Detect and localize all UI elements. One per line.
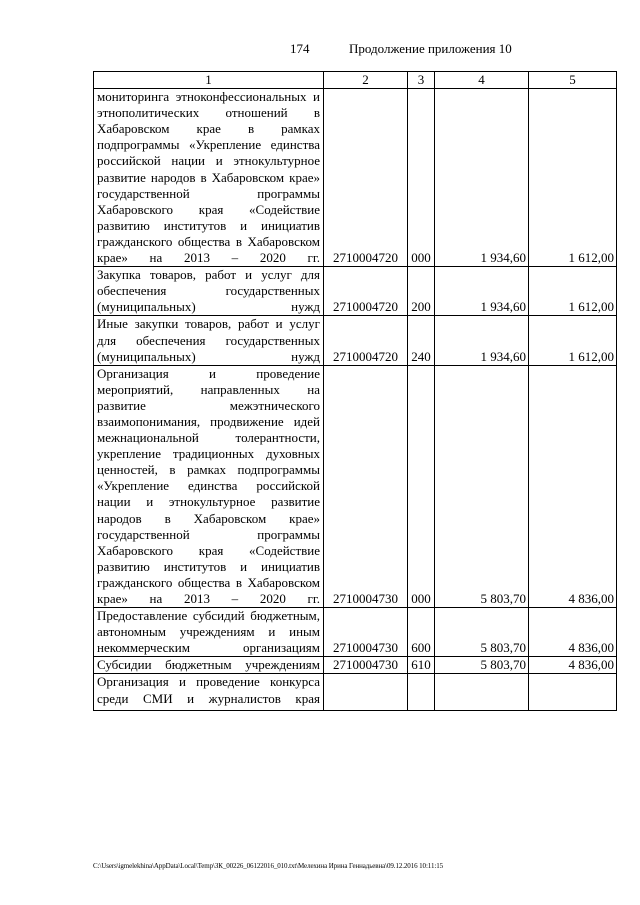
row-description: мониторинга этноконфессиональных и этнополитических отношений в Хабаровском крае в рамках подпрограммы «Укрепление единства российской нации и этнокультурное развитие народов в Хабаровском крае» государственной программы Хабаровского края «Содействие развитию институтов и инициатив гражданского общества в Хабаровском крае» на 2013 – 2020 гг. [94, 89, 324, 267]
amount-col4: 1 934,60 [435, 316, 529, 365]
row-description: Иные закупки товаров, работ и услуг для обеспечения государственных (муниципальных) нужд [94, 316, 324, 365]
table-row [94, 267, 617, 316]
budget-table [93, 71, 617, 711]
row-description: Предоставление субсидий бюджетным, автономным учреждениям и иным некоммерческим организациям [94, 608, 324, 657]
row-description: Организация и проведение мероприятий, направленных на развитие межэтнического взаимопонимания, продвижение идей межнациональной толерантности, укрепление традиционных духовных ценностей, в рамках подпрограммы «Укрепление единства российской нации и этнокультурное развитие народов в Хабаровском крае» государственной программы Хабаровского края «Содействие развитию институтов и инициатив гражданского общества в Хабаровском крае» на 2013 – 2020 гг. [94, 365, 324, 607]
expense-type-code: 240 [408, 316, 435, 365]
amount-col4 [435, 674, 529, 711]
expense-type-code: 200 [408, 267, 435, 316]
expense-type-code: 000 [408, 89, 435, 267]
target-article-code: 2710004720 [324, 267, 408, 316]
target-article-code: 2710004730 [324, 657, 408, 674]
column-header: 3 [408, 72, 435, 89]
expense-type-code: 600 [408, 608, 435, 657]
amount-col5: 4 836,00 [529, 608, 617, 657]
table-row [94, 89, 617, 267]
amount-col5: 4 836,00 [529, 365, 617, 607]
amount-col4: 5 803,70 [435, 608, 529, 657]
amount-col5: 1 612,00 [529, 316, 617, 365]
target-article-code: 2710004720 [324, 89, 408, 267]
expense-type-code: 610 [408, 657, 435, 674]
amount-col4: 1 934,60 [435, 89, 529, 267]
row-description: Организация и проведение конкурса среди СМИ и журналистов края [94, 674, 324, 711]
page-header [0, 41, 640, 57]
amount-col4: 5 803,70 [435, 657, 529, 674]
table-row [94, 657, 617, 674]
table-row [94, 674, 617, 711]
column-header: 1 [94, 72, 324, 89]
column-header: 5 [529, 72, 617, 89]
file-path-footer: C:\Users\igmelekhina\AppData\Local\Temp\ЗК_00226_06122016_010.txt\Мелехина Ирина Геннадьевна\09.12.2016 10:11:15 [93, 862, 443, 870]
amount-col4: 1 934,60 [435, 267, 529, 316]
target-article-code: 2710004730 [324, 608, 408, 657]
amount-col4: 5 803,70 [435, 365, 529, 607]
expense-type-code: 000 [408, 365, 435, 607]
target-article-code [324, 674, 408, 711]
table-row [94, 608, 617, 657]
expense-type-code [408, 674, 435, 711]
appendix-continuation-title: Продолжение приложения 10 [349, 41, 512, 56]
target-article-code: 2710004720 [324, 316, 408, 365]
row-description: Субсидии бюджетным учреждениям [94, 657, 324, 674]
amount-col5: 1 612,00 [529, 267, 617, 316]
amount-col5: 1 612,00 [529, 89, 617, 267]
target-article-code: 2710004730 [324, 365, 408, 607]
page-number: 174 [290, 41, 310, 56]
column-header: 4 [435, 72, 529, 89]
table-row [94, 316, 617, 365]
table-row [94, 365, 617, 607]
amount-col5: 4 836,00 [529, 657, 617, 674]
table-header-row [94, 72, 617, 89]
column-header: 2 [324, 72, 408, 89]
row-description: Закупка товаров, работ и услуг для обеспечения государственных (муниципальных) нужд [94, 267, 324, 316]
amount-col5 [529, 674, 617, 711]
